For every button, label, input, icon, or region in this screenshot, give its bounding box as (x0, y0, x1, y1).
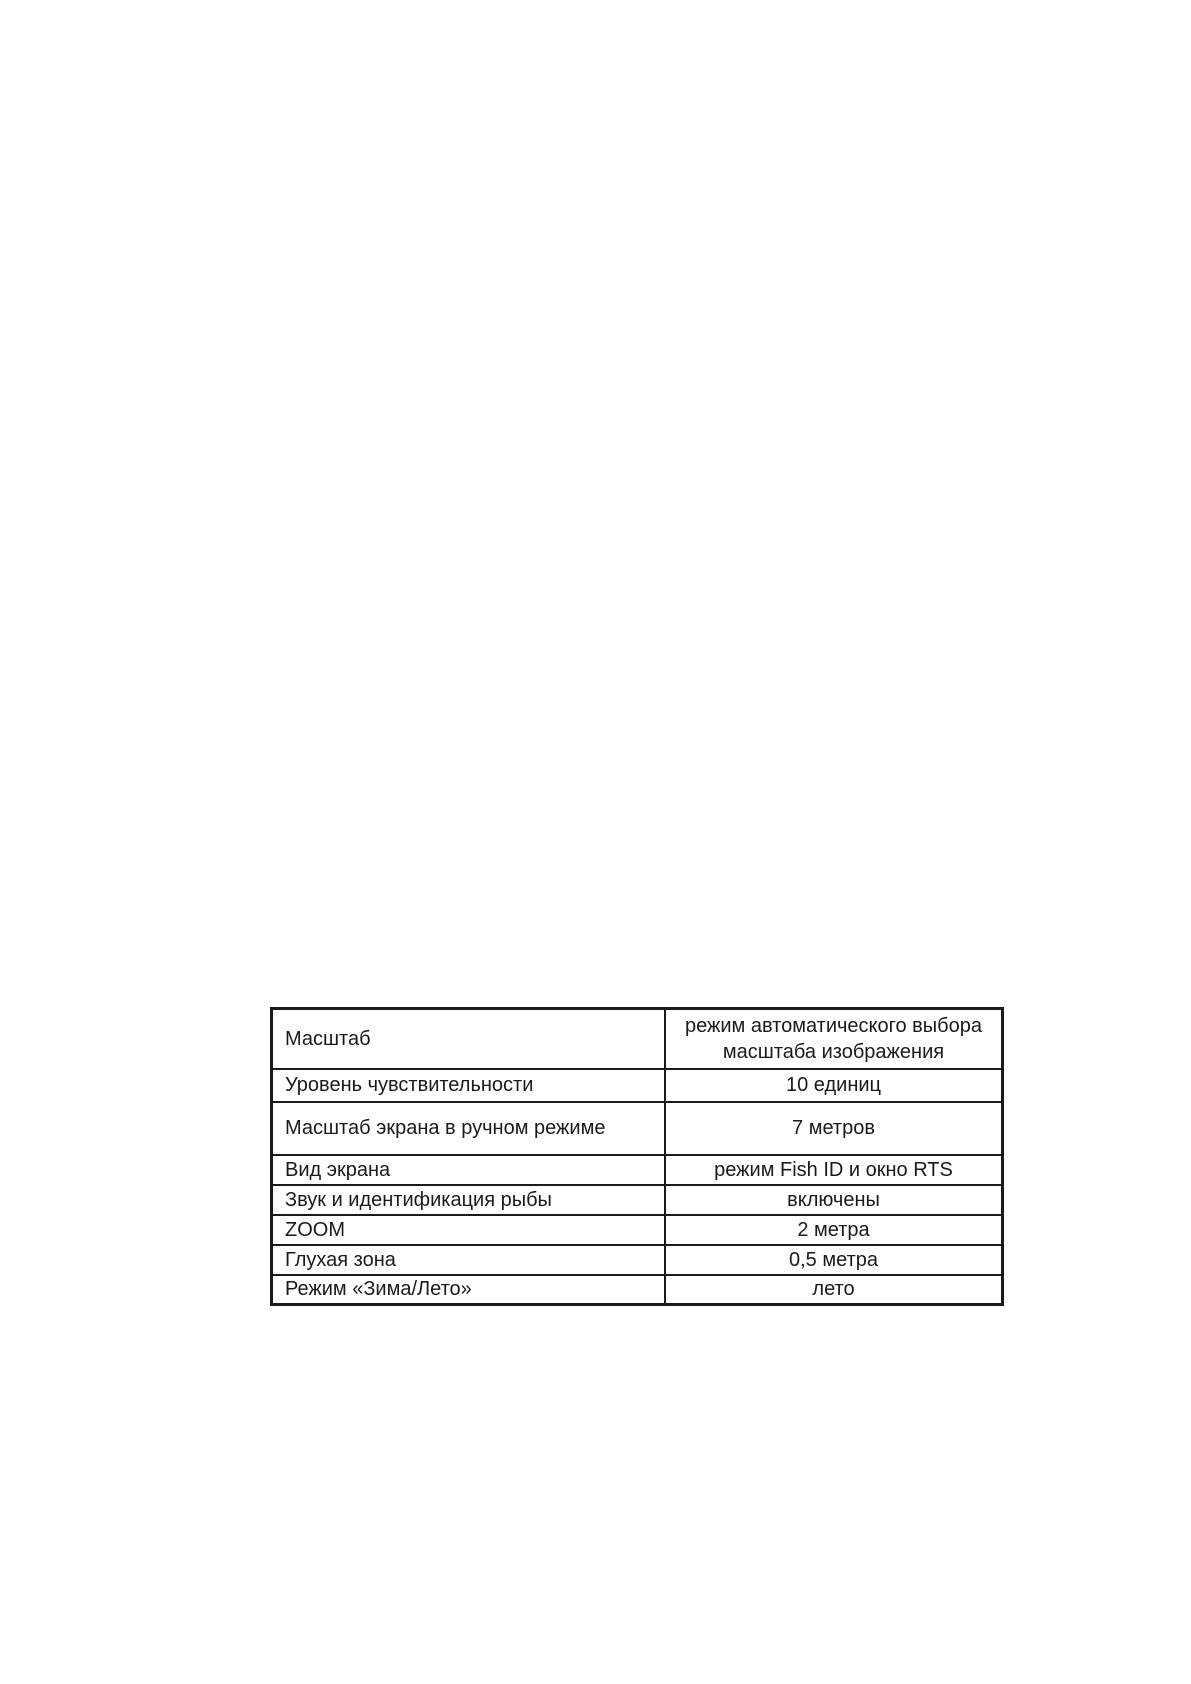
setting-name: Звук и идентификация рыбы (272, 1185, 666, 1215)
setting-value: режим автоматического выбора масштаба изображения (665, 1009, 1003, 1069)
setting-name: Уровень чувствительности (272, 1069, 666, 1102)
table-row (272, 1102, 1003, 1155)
setting-name: ZOOM (272, 1215, 666, 1245)
table-row (272, 1185, 1003, 1215)
setting-value: 2 метра (665, 1215, 1003, 1245)
setting-name: Глухая зона (272, 1245, 666, 1275)
table-row (272, 1069, 1003, 1102)
table-row (272, 1009, 1003, 1069)
setting-value: 10 единиц (665, 1069, 1003, 1102)
table-row (272, 1215, 1003, 1245)
default-settings-table (270, 1007, 1004, 1306)
setting-name: Вид экрана (272, 1155, 666, 1185)
setting-value: режим Fish ID и окно RTS (665, 1155, 1003, 1185)
setting-value: 7 метров (665, 1102, 1003, 1155)
setting-value: включены (665, 1185, 1003, 1215)
setting-name: Режим «Зима/Лето» (272, 1275, 666, 1305)
setting-value: 0,5 метра (665, 1245, 1003, 1275)
table-row (272, 1155, 1003, 1185)
table-row (272, 1245, 1003, 1275)
setting-name: Масштаб (272, 1009, 666, 1069)
table-row (272, 1275, 1003, 1305)
setting-name: Масштаб экрана в ручном режиме (272, 1102, 666, 1155)
setting-value: лето (665, 1275, 1003, 1305)
